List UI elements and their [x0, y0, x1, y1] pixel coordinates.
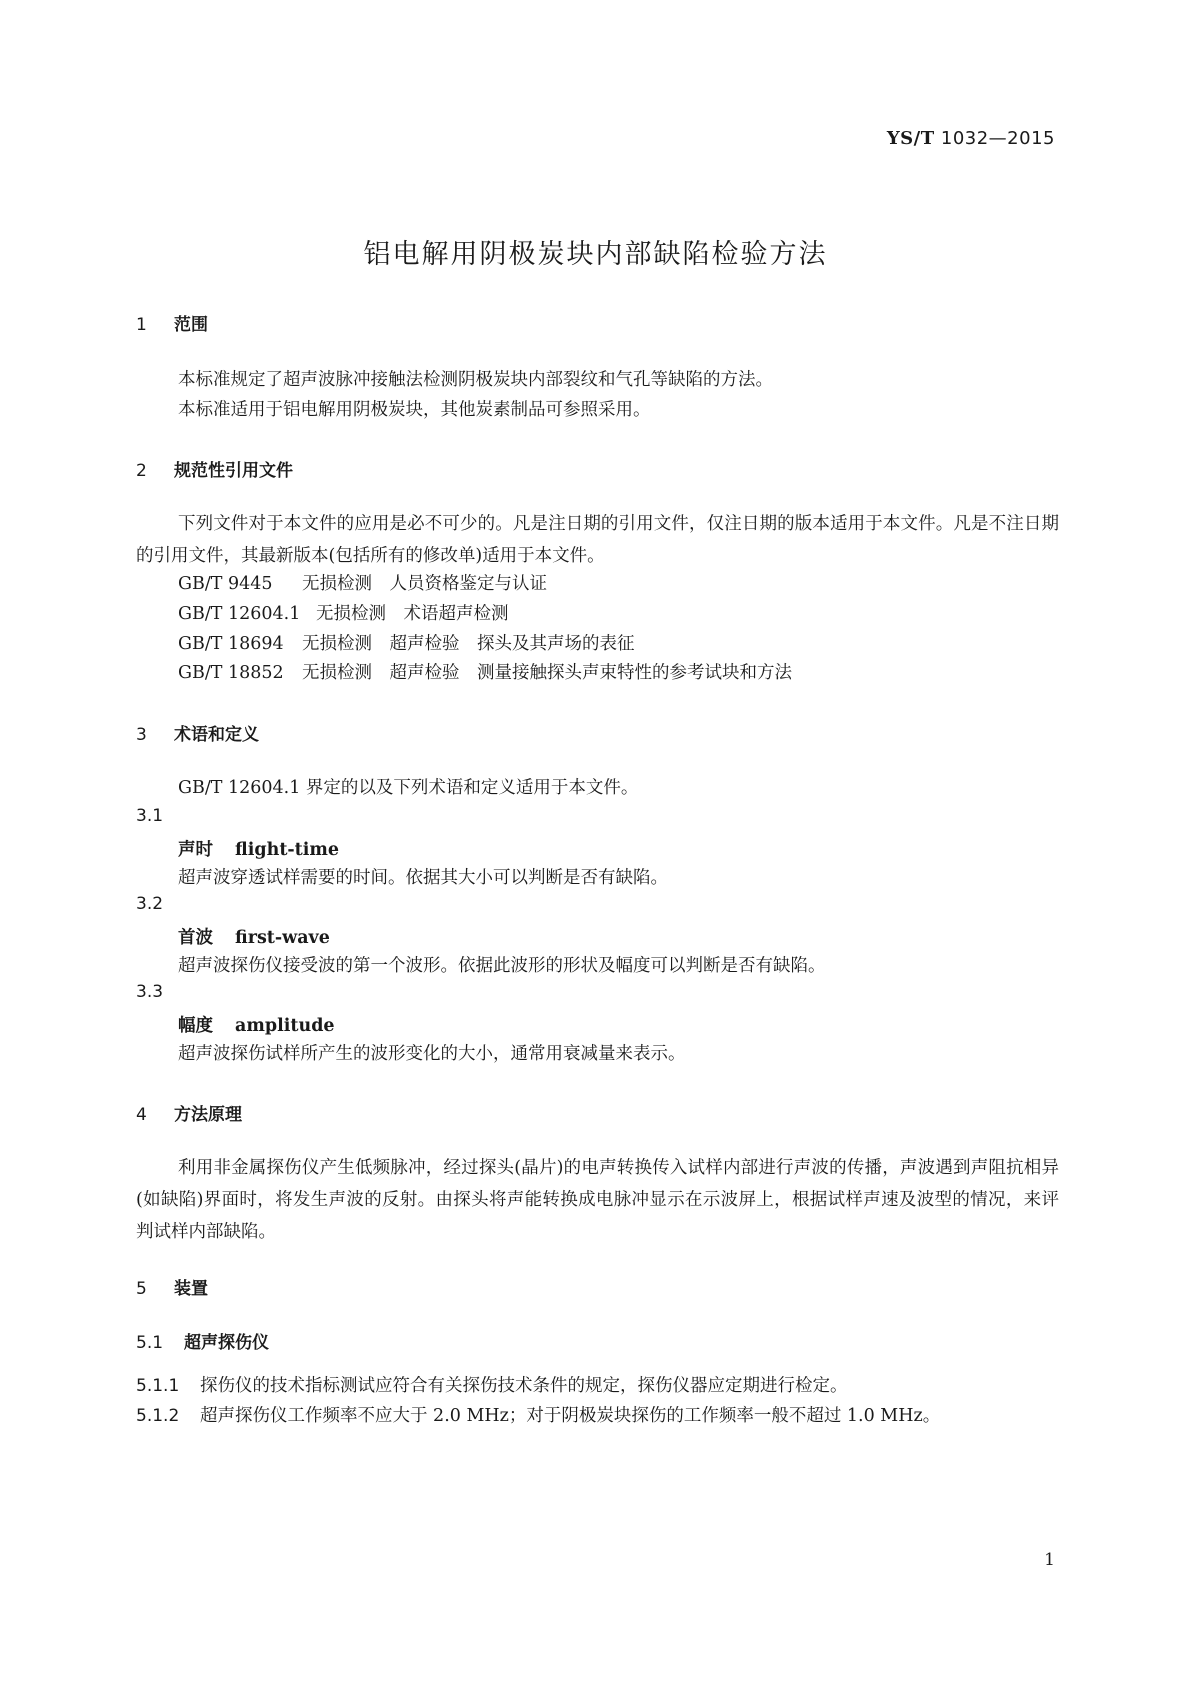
section-title: 方法原理	[174, 1105, 242, 1125]
section-3-heading	[136, 720, 259, 745]
paragraph: 本标准适用于铝电解用阴极炭块，其他炭素制品可参照采用。	[178, 400, 651, 420]
section-title: 装置	[174, 1279, 208, 1299]
section-title: 范围	[174, 315, 208, 335]
reference-title: 无损检测 术语超声检测	[316, 604, 509, 624]
section-number: 1	[136, 315, 147, 335]
term-number: 3.1	[136, 806, 164, 826]
section-1-heading	[136, 310, 208, 335]
reference-code: GB/T 18694	[178, 634, 284, 654]
document-title: 铝电解用阴极炭块内部缺陷检验方法	[363, 239, 828, 270]
section-number: 4	[136, 1105, 147, 1125]
term-en: flight-time	[235, 840, 340, 860]
standard-number: 1032—2015	[940, 128, 1055, 149]
term-definition: 超声波探伤仪接受波的第一个波形。依据此波形的形状及幅度可以判断是否有缺陷。	[178, 956, 826, 976]
subsection-5-1-heading	[136, 1328, 269, 1353]
term-zh: 声时	[178, 840, 213, 860]
subsection-number: 5.1	[136, 1333, 164, 1353]
section-5-heading	[136, 1274, 208, 1299]
paragraph: 下列文件对于本文件的应用是必不可少的。凡是注日期的引用文件，仅注日期的版本适用于本文件。凡是不注日期的引用文件，其最新版本(包括所有的修改单)适用于本文件。	[136, 514, 1059, 566]
term-zh: 首波	[178, 928, 213, 948]
term-en: amplitude	[235, 1016, 335, 1036]
term-definition: 超声波穿透试样需要的时间。依据其大小可以判断是否有缺陷。	[178, 868, 668, 888]
reference-item	[178, 570, 547, 595]
paragraph: 本标准规定了超声波脉冲接触法检测阴极炭块内部裂纹和气孔等缺陷的方法。	[178, 370, 773, 390]
section-number: 5	[136, 1279, 147, 1299]
term-en: first-wave	[235, 928, 330, 948]
reference-code: GB/T 18852	[178, 663, 284, 683]
reference-title: 无损检测 超声检验 探头及其声场的表征	[302, 634, 635, 654]
section-title: 规范性引用文件	[174, 461, 293, 481]
clause-number: 5.1.1	[136, 1376, 180, 1396]
section-2-heading	[136, 456, 293, 481]
clause-number: 5.1.2	[136, 1406, 180, 1426]
clause-text: 超声探伤仪工作频率不应大于 2.0 MHz；对于阴极炭块探伤的工作频率一般不超过 1.0 MHz。	[200, 1406, 941, 1426]
section-number: 2	[136, 461, 147, 481]
section-4-heading	[136, 1100, 242, 1125]
clause	[136, 1372, 848, 1397]
paragraph: 利用非金属探伤仪产生低频脉冲，经过探头(晶片)的电声转换传入试样内部进行声波的传播，声波遇到声阻抗相异(如缺陷)界面时，将发生声波的反射。由探头将声能转换成电脉冲显示在示波屏上，根据试样声速及波型的情况，来评判试样内部缺陷。	[136, 1158, 1059, 1242]
reference-code: GB/T 9445	[178, 574, 273, 594]
page-number: 1	[1044, 1550, 1055, 1570]
term-zh: 幅度	[178, 1016, 213, 1036]
reference-item	[178, 600, 509, 625]
reference-title: 无损检测 人员资格鉴定与认证	[302, 574, 547, 594]
paragraph: GB/T 12604.1 界定的以及下列术语和定义适用于本文件。	[178, 778, 639, 798]
term-number: 3.2	[136, 894, 164, 914]
standard-prefix: YS/T	[886, 128, 935, 149]
term-number: 3.3	[136, 982, 164, 1002]
term	[178, 1012, 335, 1037]
term	[178, 924, 330, 949]
term	[178, 836, 339, 861]
section-title: 术语和定义	[174, 725, 259, 745]
subsection-title: 超声探伤仪	[184, 1333, 269, 1353]
reference-code: GB/T 12604.1	[178, 604, 301, 624]
term-definition: 超声波探伤试样所产生的波形变化的大小，通常用衰减量来表示。	[178, 1044, 686, 1064]
clause	[136, 1402, 940, 1427]
clause-text: 探伤仪的技术指标测试应符合有关探伤技术条件的规定，探伤仪器应定期进行检定。	[200, 1376, 848, 1396]
reference-item	[178, 630, 635, 655]
reference-title: 无损检测 超声检验 测量接触探头声束特性的参考试块和方法	[302, 663, 792, 683]
section-number: 3	[136, 725, 147, 745]
reference-item	[178, 659, 792, 684]
standard-code	[887, 128, 1055, 149]
